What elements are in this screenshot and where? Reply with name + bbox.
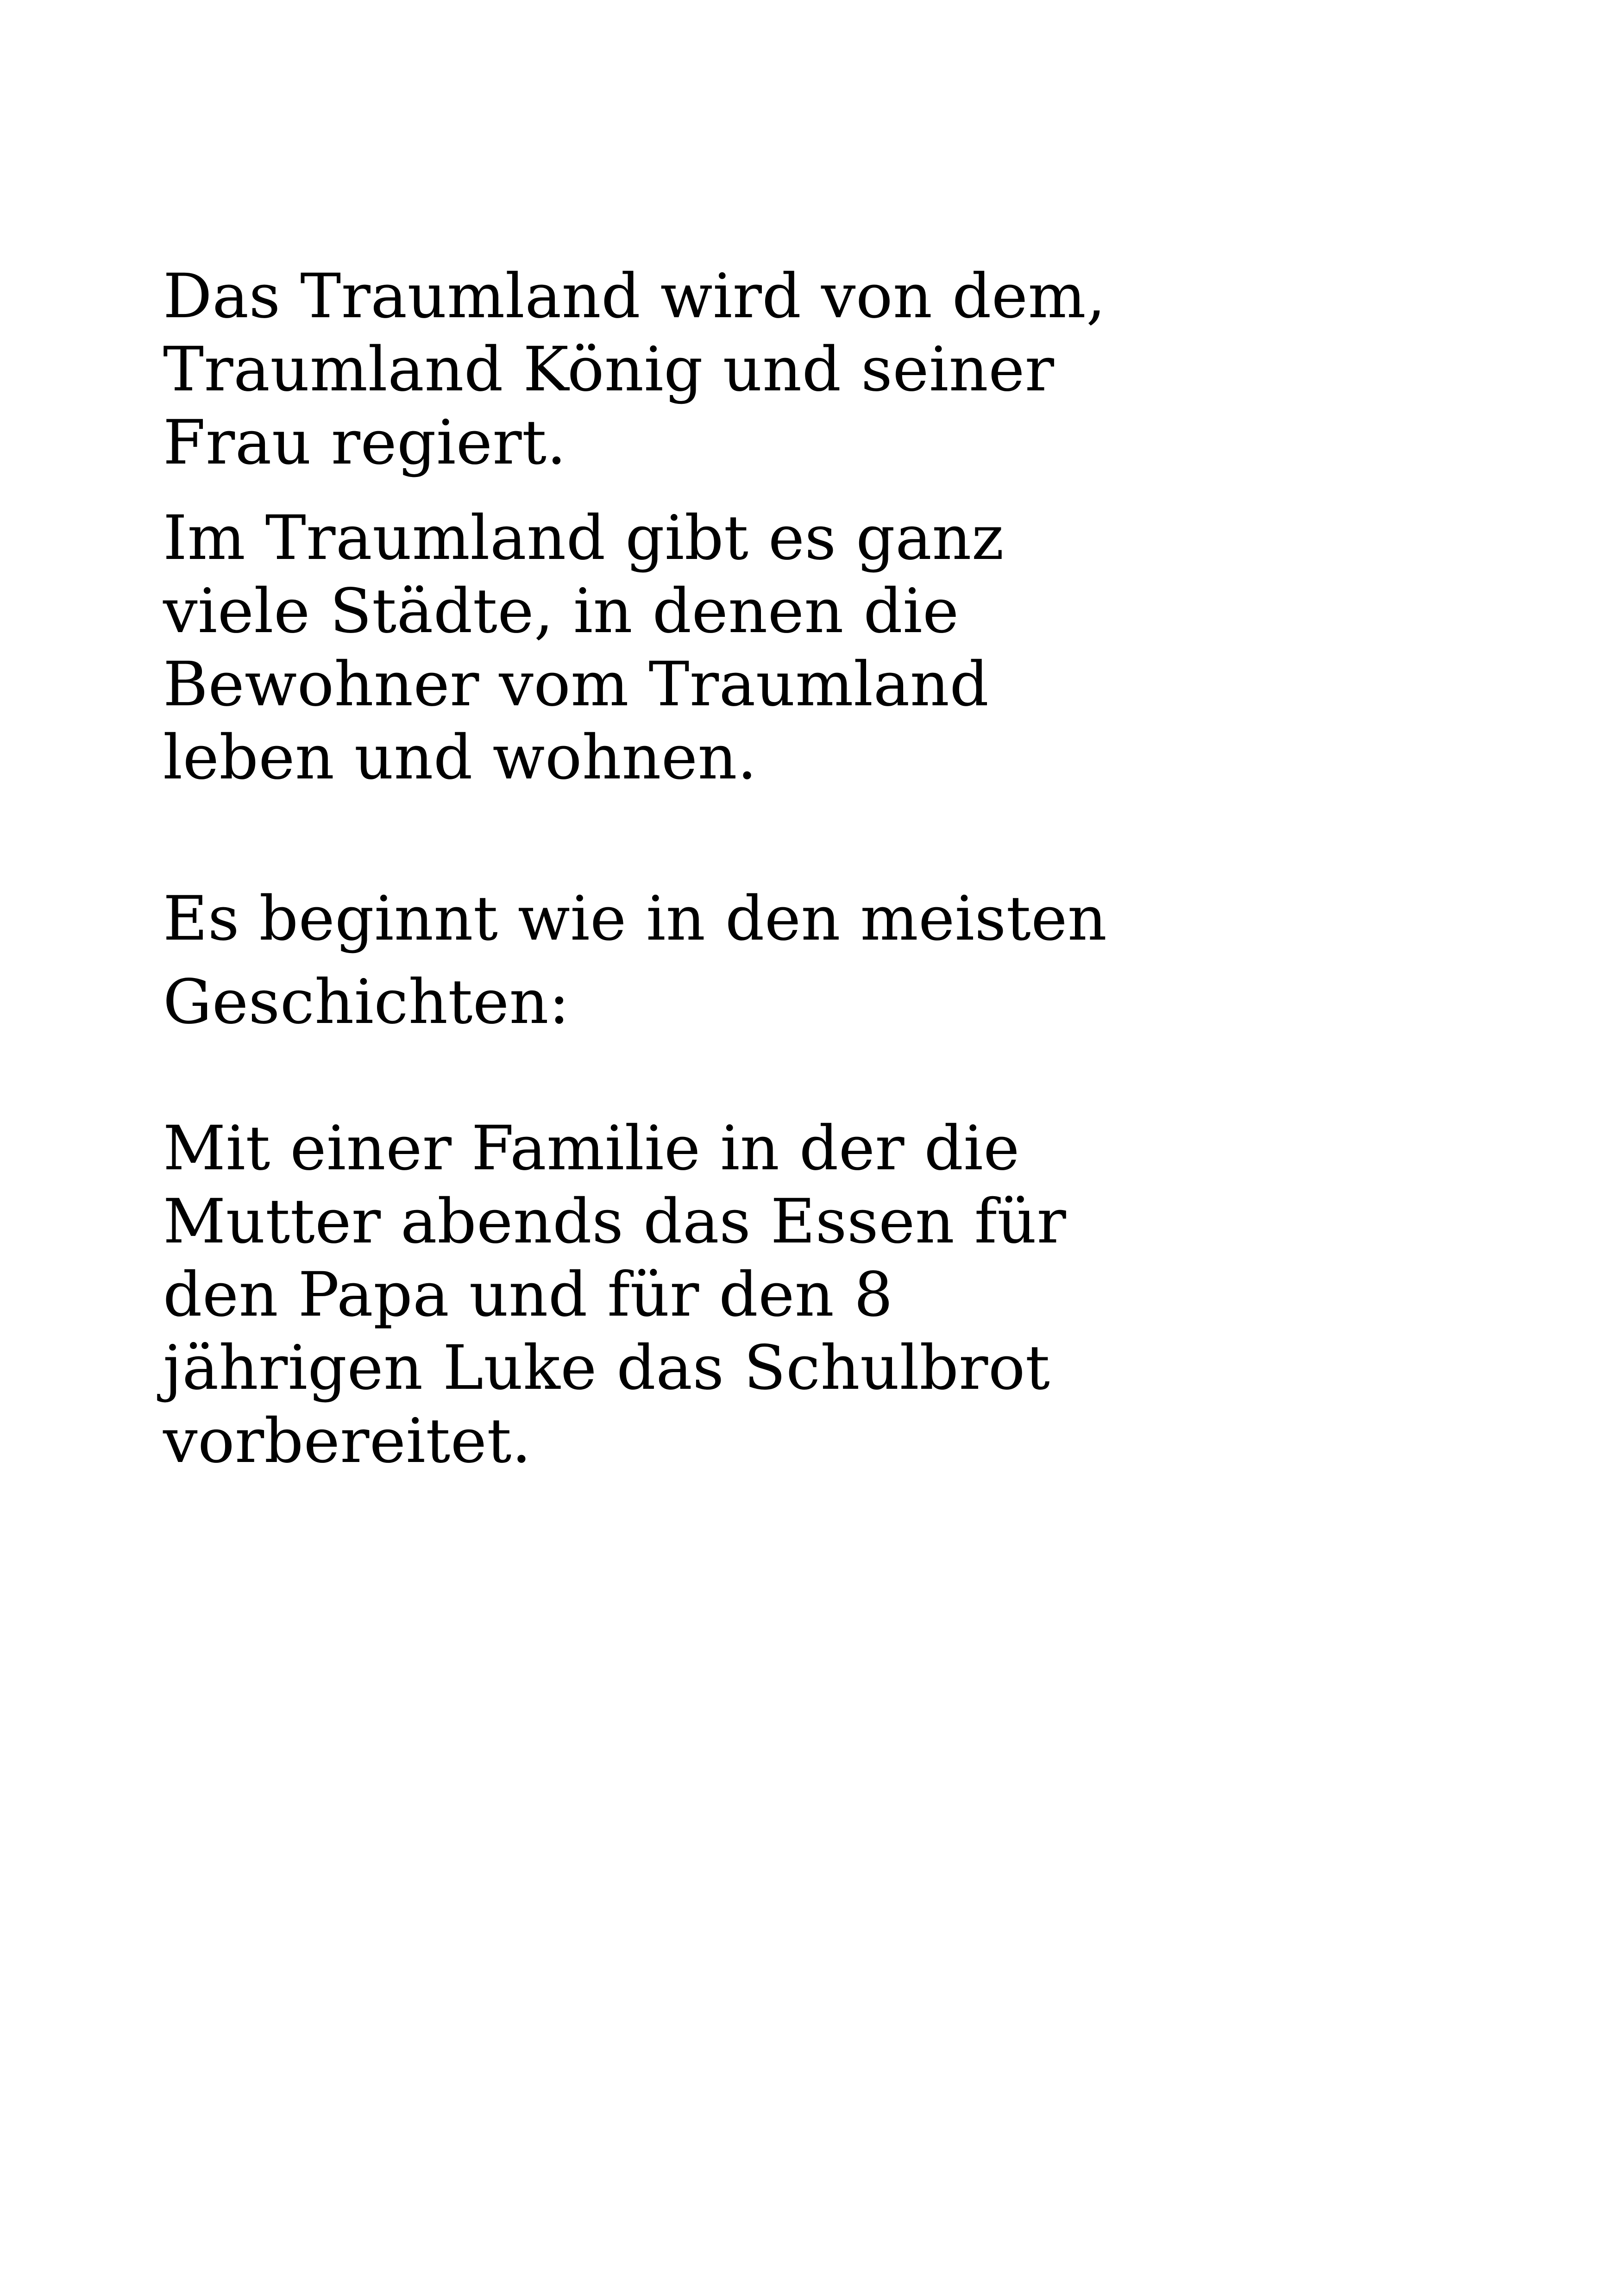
paragraph-2-line-1: Im Traumland gibt es ganz — [163, 502, 1004, 574]
paragraph-3-line-2: Geschichten: — [163, 966, 570, 1038]
paragraph-2-line-2: viele Städte, in denen die — [163, 576, 959, 647]
paragraph-2-line-4: leben und wohnen. — [163, 722, 757, 793]
paragraph-1-line-2: Traumland König und seiner — [163, 334, 1055, 405]
paragraph-4-line-2: Mutter abends das Essen für — [163, 1186, 1067, 1257]
paragraph-1-line-1: Das Traumland wird von dem, — [163, 261, 1106, 332]
paragraph-1-line-3: Frau regiert. — [163, 407, 567, 478]
paragraph-2-line-3: Bewohner vom Traumland — [163, 649, 989, 720]
paragraph-4-line-4: jährigen Luke das Schulbrot — [163, 1332, 1050, 1404]
paragraph-4-line-5: vorbereitet. — [163, 1405, 532, 1477]
paragraph-4-line-1: Mit einer Familie in der die — [163, 1113, 1020, 1184]
paragraph-3-line-1: Es beginnt wie in den meisten — [163, 883, 1107, 954]
paragraph-4-line-3: den Papa und für den 8 — [163, 1259, 893, 1330]
